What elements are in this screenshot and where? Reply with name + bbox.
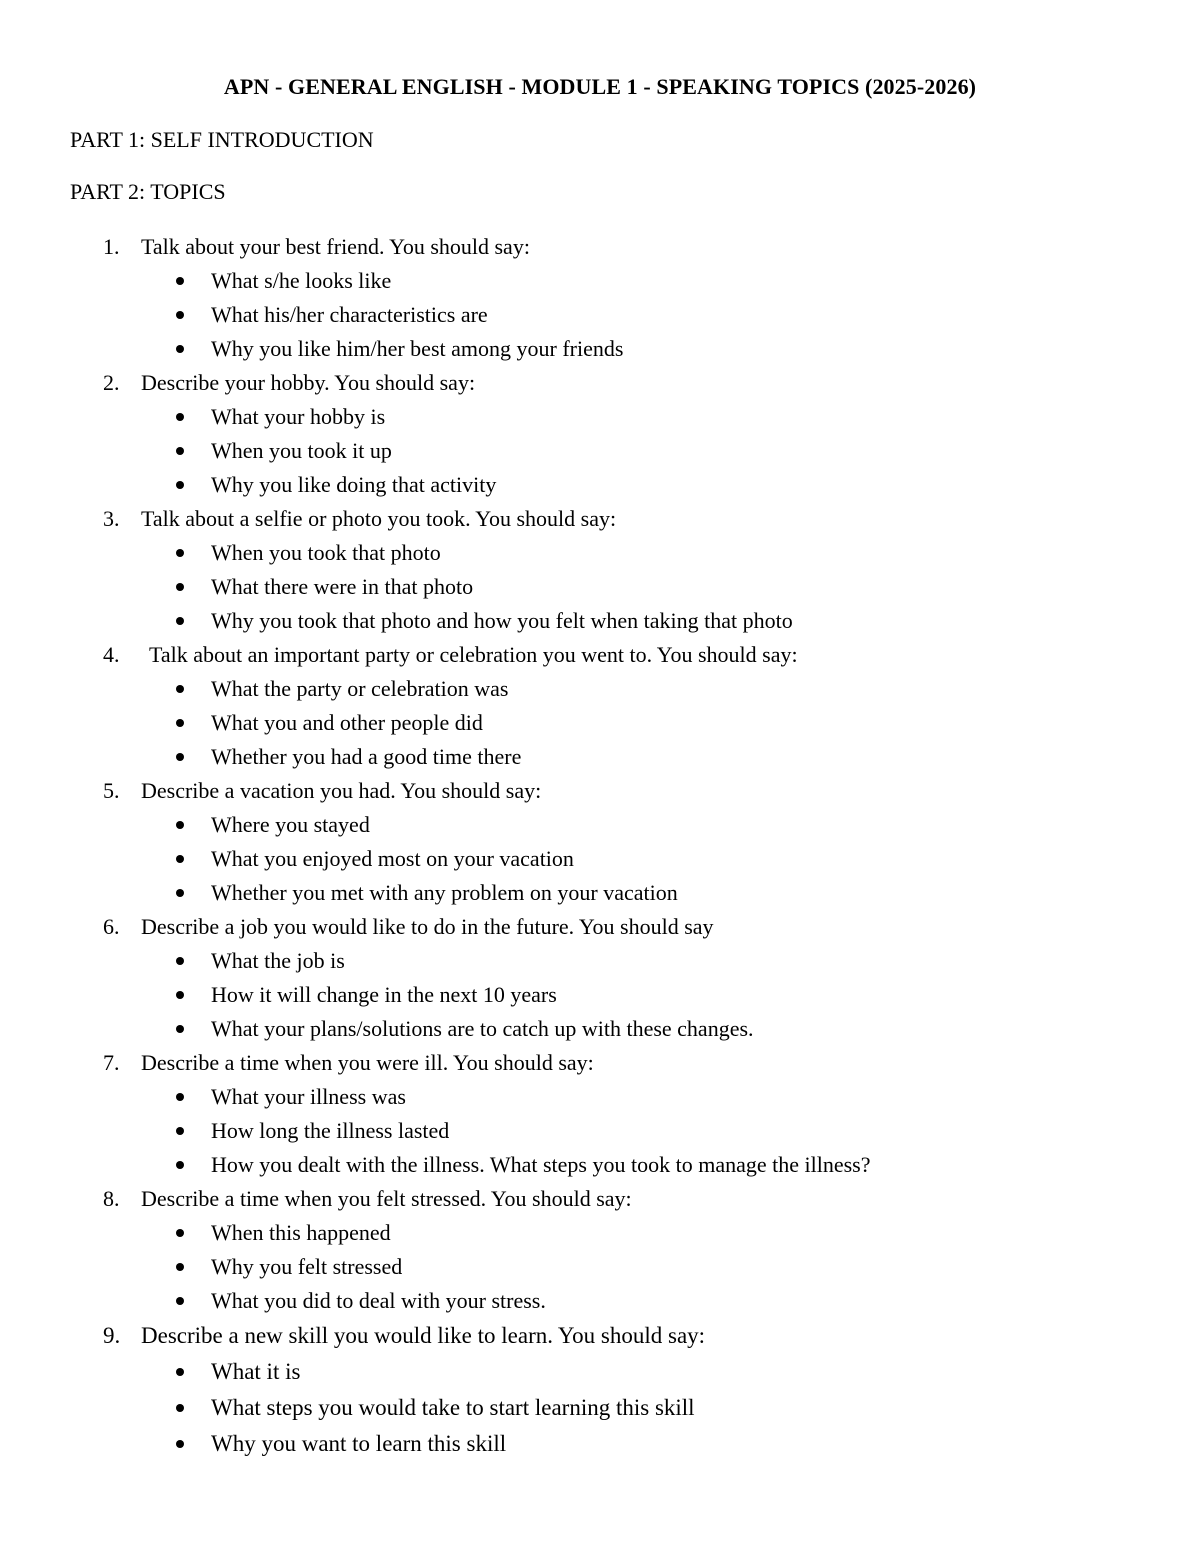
bullet-icon (176, 345, 184, 353)
topic-bullets (0, 400, 1200, 502)
bullet-item (0, 570, 1200, 604)
topic-bullets (0, 1354, 1200, 1462)
topic-bullets (0, 808, 1200, 910)
bullet-text: What there were in that photo (211, 574, 474, 599)
bullet-icon (176, 1161, 184, 1169)
bullet-item (0, 1354, 1200, 1390)
topics-list (0, 230, 1200, 1462)
topic-item (0, 1318, 1200, 1462)
bullet-icon (176, 889, 184, 897)
bullet-text: Whether you met with any problem on your vacation (211, 880, 678, 905)
bullet-text: Why you like doing that activity (211, 472, 497, 497)
bullet-item (0, 842, 1200, 876)
bullet-icon (176, 753, 184, 761)
bullet-text: What you did to deal with your stress. (211, 1288, 546, 1313)
topic-bullets (0, 1216, 1200, 1318)
bullet-icon (176, 1297, 184, 1305)
document-title: APN - GENERAL ENGLISH - MODULE 1 - SPEAKING TOPICS (2025-2026) (223, 74, 977, 99)
bullet-icon (176, 413, 184, 421)
topic-number: 5. (103, 778, 120, 803)
bullet-text: How long the illness lasted (211, 1118, 450, 1143)
bullet-text: When you took that photo (211, 540, 441, 565)
bullet-text: When you took it up (211, 438, 392, 463)
bullet-icon (176, 617, 184, 625)
bullet-text: What your plans/solutions are to catch up with these changes. (211, 1016, 754, 1041)
bullet-text: What the job is (211, 948, 345, 973)
bullet-item (0, 1284, 1200, 1318)
topic-prompt: Describe a time when you were ill. You should say: (141, 1050, 594, 1075)
bullet-icon (176, 821, 184, 829)
bullet-icon (176, 447, 184, 455)
bullet-item (0, 332, 1200, 366)
part-2-heading: PART 2: TOPICS (70, 179, 226, 204)
topic-prompt: Talk about an important party or celebration you went to. You should say: (149, 642, 798, 667)
bullet-item (0, 434, 1200, 468)
bullet-item (0, 1390, 1200, 1426)
topic-prompt: Describe a new skill you would like to learn. You should say: (141, 1323, 706, 1348)
bullet-icon (176, 1025, 184, 1033)
bullet-text: What the party or celebration was (211, 676, 509, 701)
bullet-icon (176, 549, 184, 557)
topic-number: 2. (103, 370, 120, 395)
bullet-icon (176, 583, 184, 591)
bullet-item (0, 876, 1200, 910)
bullet-text: What his/her characteristics are (211, 302, 488, 327)
bullet-item (0, 1426, 1200, 1462)
topic-number: 6. (103, 914, 120, 939)
bullet-text: When this happened (211, 1220, 391, 1245)
topic-number: 8. (103, 1186, 120, 1211)
bullet-item (0, 400, 1200, 434)
bullet-text: Why you took that photo and how you felt when taking that photo (211, 608, 793, 633)
topic-number: 4. (103, 642, 120, 667)
bullet-icon (176, 855, 184, 863)
bullet-text: Why you like him/her best among your friends (211, 336, 624, 361)
bullet-icon (176, 1229, 184, 1237)
topic-prompt: Describe a vacation you had. You should say: (141, 778, 542, 803)
part-1-heading: PART 1: SELF INTRODUCTION (70, 127, 374, 152)
topic-item (0, 774, 1200, 910)
bullet-icon (176, 1368, 184, 1376)
bullet-item (0, 604, 1200, 638)
bullet-text: Why you want to learn this skill (211, 1431, 507, 1456)
topic-bullets (0, 672, 1200, 774)
bullet-item (0, 740, 1200, 774)
topic-prompt: Talk about your best friend. You should say: (141, 234, 530, 259)
bullet-text: Why you felt stressed (211, 1254, 403, 1279)
bullet-item (0, 536, 1200, 570)
bullet-icon (176, 1093, 184, 1101)
bullet-icon (176, 277, 184, 285)
bullet-item (0, 1148, 1200, 1182)
bullet-text: What s/he looks like (211, 268, 392, 293)
bullet-item (0, 298, 1200, 332)
topic-bullets (0, 1080, 1200, 1182)
bullet-item (0, 264, 1200, 298)
bullet-text: What it is (211, 1359, 301, 1384)
topic-item (0, 910, 1200, 1046)
bullet-icon (176, 1404, 184, 1412)
topic-prompt: Describe a job you would like to do in the future. You should say (141, 914, 714, 939)
topic-number: 3. (103, 506, 120, 531)
topic-item (0, 638, 1200, 774)
bullet-item (0, 1080, 1200, 1114)
bullet-text: What you and other people did (211, 710, 483, 735)
bullet-icon (176, 957, 184, 965)
topic-prompt: Talk about a selfie or photo you took. You should say: (141, 506, 617, 531)
topic-number: 9. (103, 1323, 121, 1348)
bullet-text: Where you stayed (211, 812, 370, 837)
bullet-text: What your illness was (211, 1084, 406, 1109)
bullet-icon (176, 1440, 184, 1448)
bullet-icon (176, 685, 184, 693)
bullet-text: What you enjoyed most on your vacation (211, 846, 574, 871)
topic-item (0, 1046, 1200, 1182)
bullet-text: Whether you had a good time there (211, 744, 522, 769)
bullet-text: How it will change in the next 10 years (211, 982, 557, 1007)
bullet-item (0, 706, 1200, 740)
topic-item (0, 366, 1200, 502)
bullet-icon (176, 311, 184, 319)
bullet-item (0, 468, 1200, 502)
topic-bullets (0, 264, 1200, 366)
bullet-icon (176, 1263, 184, 1271)
bullet-icon (176, 719, 184, 727)
bullet-icon (176, 1127, 184, 1135)
bullet-text: What your hobby is (211, 404, 386, 429)
topic-bullets (0, 944, 1200, 1046)
topic-number: 1. (103, 234, 120, 259)
bullet-icon (176, 481, 184, 489)
topic-item (0, 230, 1200, 366)
bullet-item (0, 1012, 1200, 1046)
bullet-item (0, 1250, 1200, 1284)
topic-number: 7. (103, 1050, 120, 1075)
topic-prompt: Describe your hobby. You should say: (141, 370, 476, 395)
topic-item (0, 1182, 1200, 1318)
bullet-icon (176, 991, 184, 999)
bullet-item (0, 944, 1200, 978)
bullet-item (0, 1216, 1200, 1250)
bullet-item (0, 672, 1200, 706)
topic-item (0, 502, 1200, 638)
topic-bullets (0, 536, 1200, 638)
bullet-item (0, 808, 1200, 842)
bullet-item (0, 978, 1200, 1012)
bullet-text: How you dealt with the illness. What steps you took to manage the illness? (211, 1152, 871, 1177)
topic-prompt: Describe a time when you felt stressed. You should say: (141, 1186, 632, 1211)
bullet-text: What steps you would take to start learning this skill (211, 1395, 695, 1420)
bullet-item (0, 1114, 1200, 1148)
